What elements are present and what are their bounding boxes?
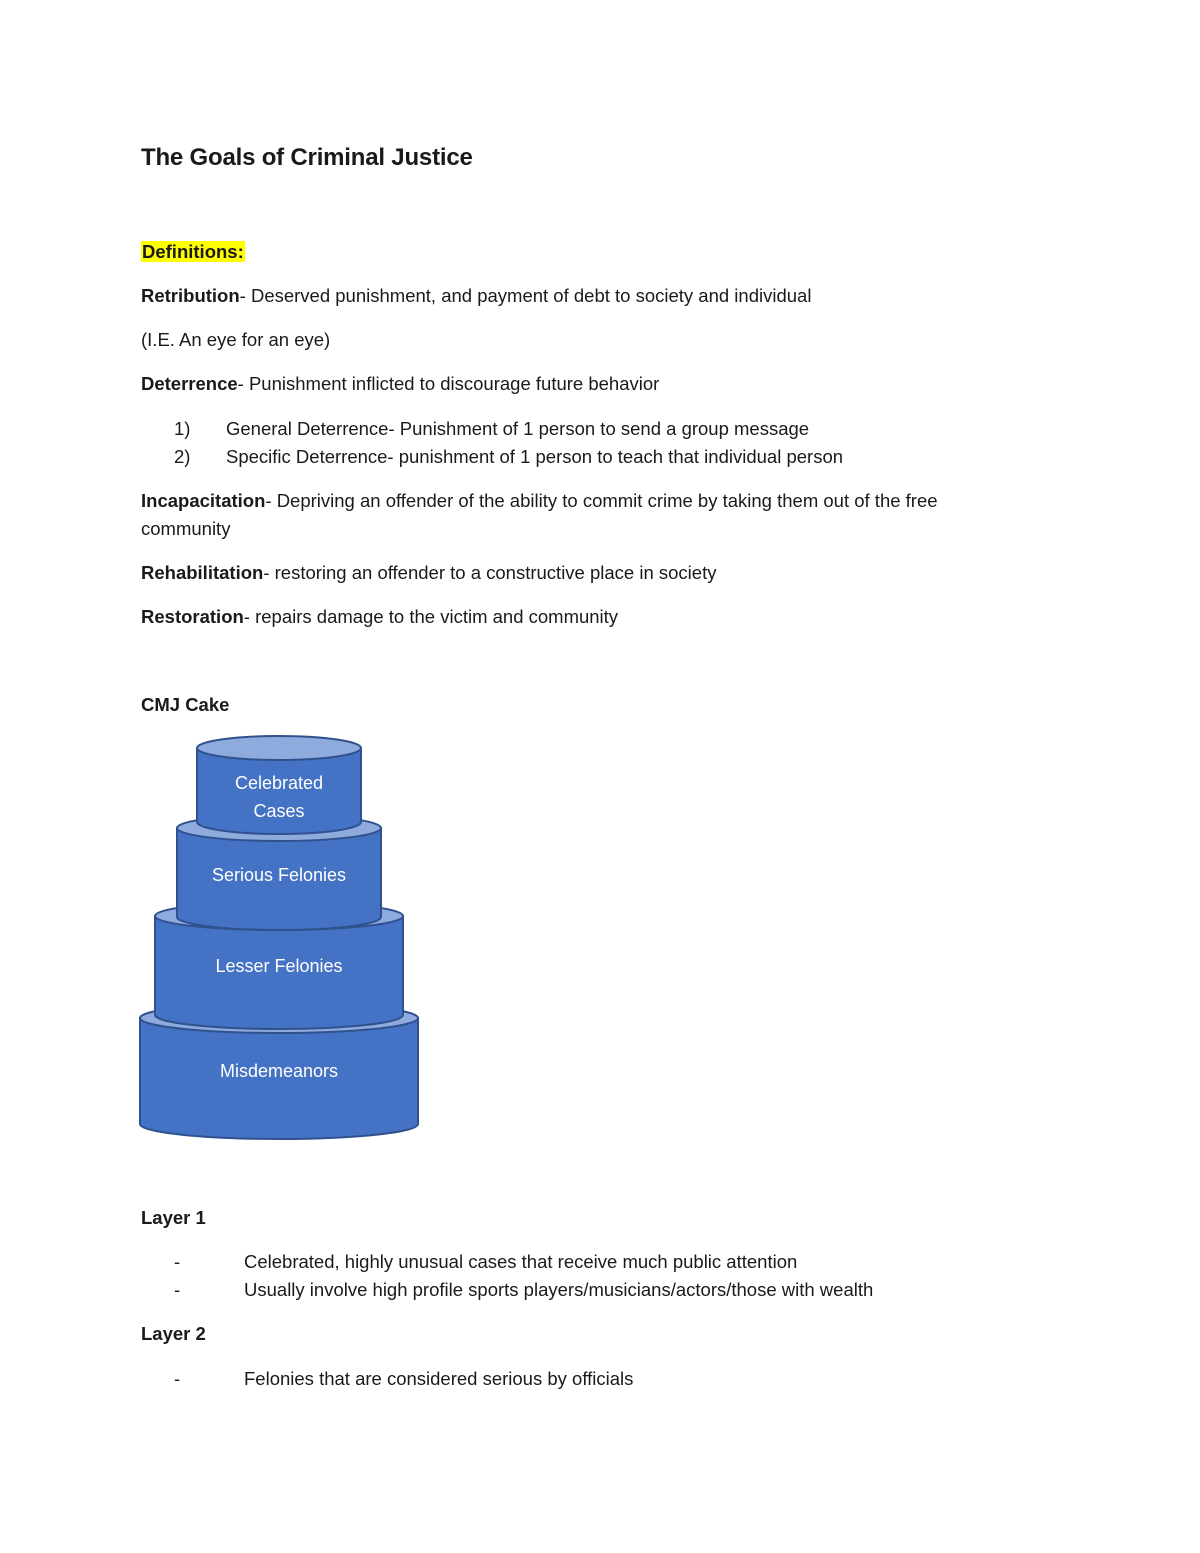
list-text: Celebrated, highly unusual cases that receive much public attention: [244, 1251, 798, 1272]
def-rehabilitation: - restoring an offender to a constructive place in society: [263, 562, 717, 583]
definitions-highlight: Definitions:: [142, 241, 244, 262]
def-deterrence: - Punishment inflicted to discourage future behavior: [237, 373, 660, 394]
term-rehabilitation: Rehabilitation: [141, 562, 264, 583]
page-title: The Goals of Criminal Justice: [141, 144, 473, 171]
term-restoration: Restoration: [141, 606, 244, 627]
tier-label-lesser-felonies: Lesser Felonies: [215, 956, 343, 976]
list-item: [174, 1368, 633, 1390]
def-restoration: - repairs damage to the victim and community: [243, 606, 619, 627]
def-incapacitation: - Depriving an offender of the ability to commit crime by taking them out of the free: [265, 490, 938, 511]
cake-heading-text: CMJ Cake: [141, 694, 230, 715]
layer2-heading-text: Layer 2: [141, 1323, 206, 1344]
list-text: Specific Deterrence- punishment of 1 person to teach that individual person: [226, 446, 844, 467]
tier-label-misdemeanors: Misdemeanors: [219, 1061, 339, 1081]
layer1-heading: [141, 1207, 206, 1229]
def-incapacitation-continued: community: [141, 518, 231, 539]
list-text: Felonies that are considered serious by officials: [244, 1368, 634, 1389]
term-deterrence: Deterrence: [141, 373, 238, 394]
tier-label-cases: Cases: [253, 801, 305, 821]
def-retribution: - Deserved punishment, and payment of debt to society and individual: [239, 285, 812, 306]
bullet-dash: -: [174, 1368, 181, 1389]
bullet-dash: -: [174, 1279, 181, 1300]
list-number: 1): [174, 418, 191, 439]
list-item: [174, 1279, 873, 1301]
tier-label-celebrated: Celebrated: [234, 773, 324, 793]
example-ie: (I.E. An eye for an eye): [141, 329, 331, 350]
list-item: [174, 1251, 797, 1273]
list-text: General Deterrence- Punishment of 1 person to send a group message: [226, 418, 810, 439]
term-incapacitation: Incapacitation: [141, 490, 266, 511]
layer1-heading-text: Layer 1: [141, 1207, 206, 1228]
tier-label-serious-felonies: Serious Felonies: [211, 865, 347, 885]
bullet-dash: -: [174, 1251, 181, 1272]
cake-tier-celebrated-cases: [197, 736, 361, 834]
list-number: 2): [174, 446, 191, 467]
list-text: Usually involve high profile sports players/musicians/actors/those with wealth: [244, 1279, 874, 1300]
term-retribution: Retribution: [141, 285, 240, 306]
layer2-heading: [141, 1323, 206, 1345]
